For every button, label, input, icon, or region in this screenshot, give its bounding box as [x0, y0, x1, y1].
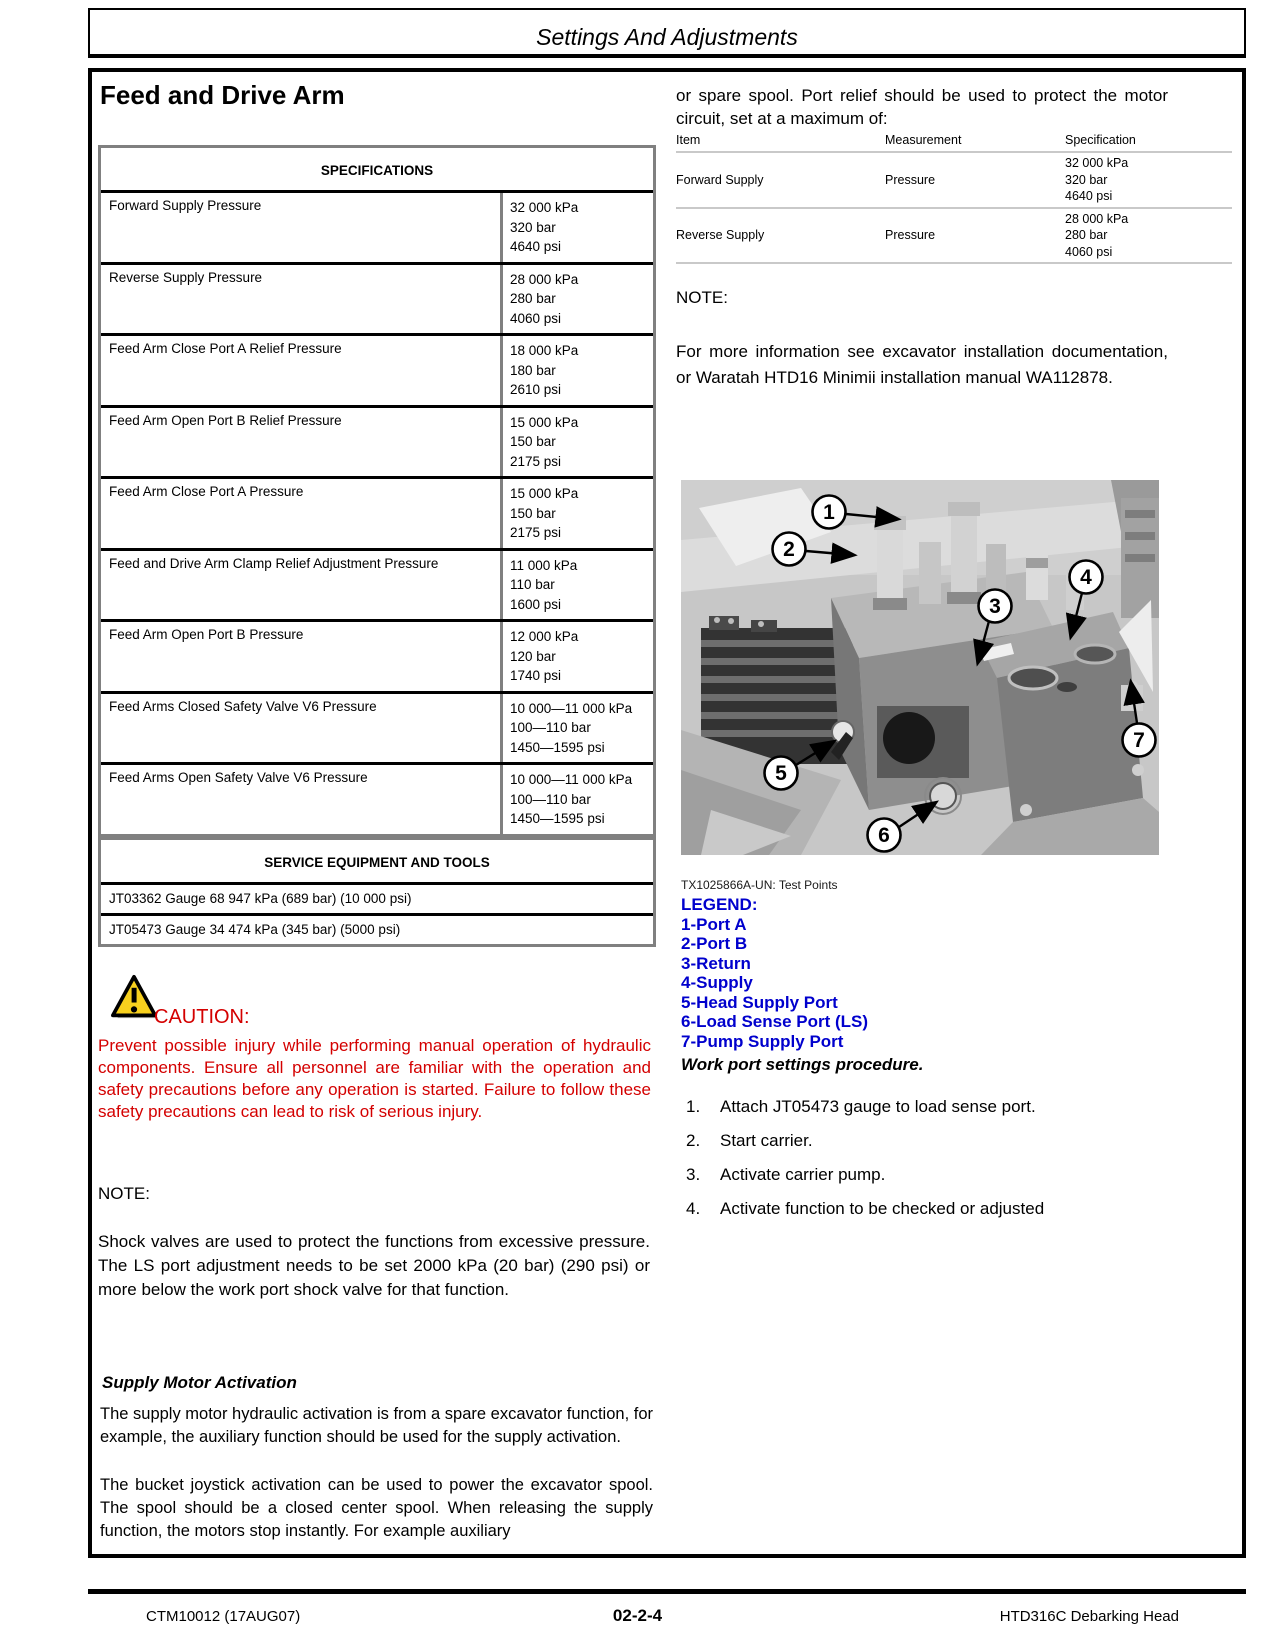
legend-item: 2-Port B — [681, 934, 748, 953]
spec-value-line: 11 000 kPa — [510, 557, 578, 573]
service-equipment-table — [98, 837, 656, 947]
summary-item-cell: Forward Supply — [676, 172, 764, 187]
spec-values-cell — [500, 265, 653, 334]
footer-page-number: 02-2-4 — [612, 1606, 663, 1625]
spec-value-line: 280 bar — [510, 291, 556, 306]
content-frame — [88, 68, 1246, 1558]
procedure-steps — [686, 1096, 1172, 1232]
spec-value-line: 2610 psi — [510, 382, 562, 397]
summary-spec-line: 4640 psi — [1065, 189, 1113, 203]
summary-measurement-cell: Pressure — [885, 228, 936, 243]
spec-label-cell: Reverse Supply Pressure — [109, 269, 263, 285]
spec-label-cell: Feed Arm Close Port A Pressure — [109, 484, 304, 499]
summary-spec-table — [676, 133, 1232, 264]
summary-spec-line: 32 000 kPa — [1065, 156, 1129, 170]
legend-item: 7-Pump Supply Port — [681, 1031, 844, 1051]
svg-text:5: 5 — [775, 762, 787, 785]
spec-value-line: 180 bar — [510, 362, 556, 378]
legend-item: 1-Port A — [681, 914, 747, 934]
list-item — [686, 1198, 1172, 1220]
spec-value-line: 28 000 kPa — [510, 271, 579, 287]
spec-values-cell — [500, 551, 653, 620]
supply-motor-activation-heading: Supply Motor Activation — [102, 1373, 297, 1392]
spec-value-line: 2175 psi — [510, 453, 562, 469]
table-row — [101, 265, 653, 337]
spec-value-line: 10 000—11 000 kPa — [510, 772, 633, 787]
footer-rule — [88, 1589, 1246, 1594]
spec-value-line: 1600 psi — [510, 596, 562, 612]
spec-value-line: 120 bar — [510, 648, 556, 664]
spec-value-line: 100—110 bar — [510, 720, 591, 735]
spec-value-line: 32 000 kPa — [510, 200, 579, 215]
step-number: 4. — [686, 1199, 701, 1218]
caution-label: CAUTION: — [154, 1006, 250, 1028]
spec-values-cell — [500, 408, 653, 477]
note-text-right: For more information see excavator installation documentation, or Waratah HTD16 Minimii installation manual WA112878. — [676, 342, 1168, 387]
spec-values-cell — [500, 336, 653, 405]
legend-items — [681, 915, 868, 1052]
spec-value-line: 1450—1595 psi — [510, 739, 605, 755]
spec-label-cell: Feed Arms Closed Safety Valve V6 Pressure — [109, 698, 377, 714]
footer-document-number: CTM10012 (17AUG07) — [146, 1608, 301, 1625]
table-row — [101, 551, 653, 623]
svg-text:3: 3 — [989, 595, 1001, 618]
spec-values-cell — [500, 479, 653, 548]
spec-value-line: 18 000 kPa — [510, 343, 579, 358]
step-text: Attach JT05473 gauge to load sense port. — [720, 1097, 1036, 1116]
table-row — [101, 193, 653, 265]
legend-title: LEGEND: — [681, 895, 758, 914]
svg-text:1: 1 — [823, 501, 835, 524]
list-item — [686, 1164, 1172, 1186]
spec-value-line: 150 bar — [510, 505, 556, 521]
table-row — [101, 694, 653, 766]
spec-label-cell: Feed Arms Open Safety Valve V6 Pressure — [109, 770, 368, 785]
step-number: 2. — [686, 1131, 701, 1150]
spec-value-line: 4060 psi — [510, 310, 562, 326]
caution-text: Prevent possible injury while performing manual operation of hydraulic components. Ensure all personnel are familiar with the operation and safety precautions before any operation is started. Failure to follow these safety precautions can lead to risk of serious injury. — [98, 1036, 651, 1121]
spec-values-cell — [500, 765, 653, 834]
table-row — [676, 209, 1232, 263]
figure-legend — [681, 895, 868, 1051]
cooler-block — [701, 616, 853, 764]
table-row: JT05473 Gauge 34 474 kPa (345 bar) (5000 psi) — [109, 922, 401, 937]
note-text-left: Shock valves are used to protect the functions from excessive pressure. The LS port adjustment needs to be set 2000 kPa (20 bar) (290 psi) or more below the work port shock valve for that function. — [98, 1232, 650, 1299]
spec-value-line: 150 bar — [510, 434, 556, 449]
step-text: Start carrier. — [720, 1131, 813, 1150]
supply-motor-paragraph-2: The bucket joystick activation can be used to power the excavator spool. The spool should be a closed center spool. When releasing the supply function, the motors stop instantly. For example auxiliary — [100, 1476, 653, 1540]
column-header-specification: Specification — [1065, 133, 1136, 147]
spec-values-cell — [500, 193, 653, 262]
test-points-photo — [681, 480, 1159, 855]
service-equipment-table-body — [101, 885, 653, 944]
figure-caption: TX1025866A-UN: Test Points — [681, 878, 838, 892]
spec-label-cell: Feed Arm Open Port B Pressure — [109, 627, 304, 642]
summary-spec-cell — [1065, 155, 1232, 205]
intro-paragraph: or spare spool. Port relief should be used to protect the motor circuit, set at a maximum of: — [676, 86, 1168, 128]
page-header-title: Settings And Adjustments — [536, 24, 798, 50]
spec-value-line: 1450—1595 psi — [510, 811, 605, 826]
summary-measurement-cell: Pressure — [885, 172, 936, 187]
table-row — [101, 408, 653, 480]
supply-motor-paragraph-1: The supply motor hydraulic activation is from a spare excavator function, for example, the auxiliary function should be used for the supply activation. — [100, 1405, 653, 1446]
svg-text:6: 6 — [878, 824, 890, 847]
service-equipment-table-title: SERVICE EQUIPMENT AND TOOLS — [101, 840, 653, 885]
spec-label-cell: Feed and Drive Arm Clamp Relief Adjustment Pressure — [109, 555, 439, 571]
svg-text:4: 4 — [1080, 566, 1092, 589]
table-row — [676, 153, 1232, 207]
spec-values-cell — [500, 694, 653, 763]
summary-spec-line: 4060 psi — [1065, 244, 1113, 259]
step-text: Activate function to be checked or adjusted — [720, 1199, 1045, 1218]
specifications-table — [98, 145, 656, 837]
column-header-item: Item — [676, 133, 701, 147]
summary-spec-line: 320 bar — [1065, 172, 1108, 187]
spec-label-cell: Forward Supply Pressure — [109, 198, 262, 213]
spec-values-cell — [500, 622, 653, 691]
list-item — [686, 1130, 1172, 1152]
spec-value-line: 1740 psi — [510, 668, 562, 683]
spec-label-cell: Feed Arm Close Port A Relief Pressure — [109, 341, 342, 356]
spec-value-line: 4640 psi — [510, 239, 562, 254]
legend-item: 5-Head Supply Port — [681, 992, 838, 1012]
summary-spec-cell — [1065, 211, 1232, 261]
spec-value-line: 15 000 kPa — [510, 414, 579, 430]
note-label-right: NOTE: — [676, 288, 728, 307]
table-row — [101, 336, 653, 408]
step-number: 3. — [686, 1165, 701, 1184]
spec-value-line: 12 000 kPa — [510, 629, 579, 644]
column-header-measurement: Measurement — [885, 133, 962, 147]
legend-item: 4-Supply — [681, 973, 753, 992]
spec-value-line: 15 000 kPa — [510, 486, 579, 501]
step-text: Activate carrier pump. — [720, 1165, 886, 1184]
table-row: JT03362 Gauge 68 947 kPa (689 bar) (10 000 psi) — [101, 885, 653, 916]
table-rule — [676, 262, 1232, 264]
summary-spec-line: 280 bar — [1065, 228, 1108, 242]
specifications-table-body — [101, 193, 653, 834]
spec-label-cell: Feed Arm Open Port B Relief Pressure — [109, 412, 342, 428]
table-row — [101, 622, 653, 694]
note-label-left: NOTE: — [98, 1184, 150, 1203]
spec-value-line: 320 bar — [510, 219, 556, 235]
legend-item: 3-Return — [681, 953, 751, 973]
table-row — [101, 479, 653, 551]
summary-spec-table-header — [676, 133, 1232, 151]
legend-item: 6-Load Sense Port (LS) — [681, 1012, 869, 1031]
summary-spec-table-body — [676, 153, 1232, 264]
summary-item-cell: Reverse Supply — [676, 228, 765, 243]
procedure-heading: Work port settings procedure. — [681, 1055, 924, 1074]
spec-value-line: 2175 psi — [510, 525, 562, 540]
page-header-box — [88, 8, 1246, 58]
warning-triangle-icon — [110, 974, 158, 1020]
spec-value-line: 110 bar — [510, 577, 555, 592]
svg-text:2: 2 — [783, 538, 795, 561]
specifications-table-title: SPECIFICATIONS — [101, 148, 653, 193]
spec-value-line: 10 000—11 000 kPa — [510, 700, 633, 716]
summary-spec-line: 28 000 kPa — [1065, 211, 1129, 226]
table-row — [101, 765, 653, 834]
step-number: 1. — [686, 1097, 701, 1116]
footer-product-name: HTD316C Debarking Head — [999, 1608, 1179, 1625]
list-item — [686, 1096, 1172, 1118]
spec-value-line: 100—110 bar — [510, 791, 591, 807]
section-title: Feed and Drive Arm — [100, 80, 345, 110]
svg-text:7: 7 — [1133, 729, 1145, 752]
